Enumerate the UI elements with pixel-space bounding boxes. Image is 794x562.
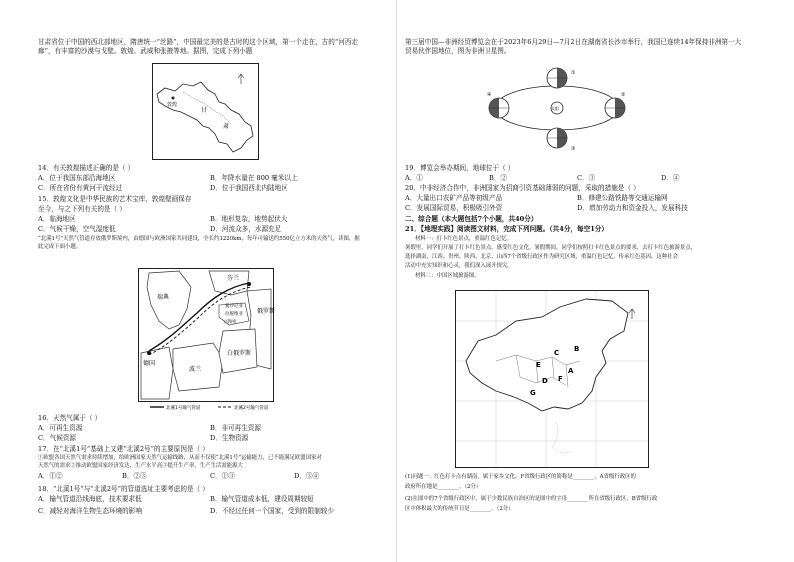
earth-position-3 — [547, 128, 567, 148]
right-column — [397, 0, 794, 562]
map2-label-estonia: 爱沙尼亚 — [225, 304, 243, 309]
q18-option-c: C．减轻对海洋生物生态环境的影响 — [38, 507, 142, 515]
q18-option-a: A．输气管道沿线海底，技术要求低 — [38, 495, 142, 503]
q16-stem: 16．天然气属于（ ） — [38, 414, 102, 422]
q14-stem: 14．有关敦煌描述正确的是（ ） — [38, 164, 135, 172]
china-outline — [466, 299, 628, 411]
q17-option-d: D．③④ — [294, 472, 320, 480]
q17-option-c: C．①③ — [210, 472, 235, 480]
map2-label-finland: 芬兰 — [227, 275, 240, 282]
intro-paragraph-gansu: 甘肃省位于中国的西北部地区，隋唐统一“丝路”，中国最完美的是古时的这个区域，第一个走在，古的“河西走廊”，有丰富的沙漠与戈壁。敦煌、武威和张掖等地。据图，完成下列小题 — [38, 38, 359, 55]
map3-letter-g: G — [530, 389, 536, 397]
intro-paragraph-nordstream: “北溪1号”天然气管道存放俄罗斯境内，由德国与欧洲国家共同建设，全长约1220km，每年可输送约550亿立方米的天然气，读图，据此完成下面小题。 — [38, 236, 360, 250]
q16-option-b: B．非可再生资源 — [210, 424, 262, 432]
map2-label-poland: 波兰 — [189, 366, 202, 373]
q16-option-a: A．可再生资源 — [38, 424, 83, 432]
map1-label-gan: 甘 — [201, 107, 208, 114]
q20-option-a: A．大量出口农矿产品等初级产品 — [405, 194, 503, 202]
gansu-map-svg — [153, 64, 258, 159]
germany-shape — [141, 347, 173, 399]
nordstream-map — [138, 268, 274, 402]
china-region-map — [455, 290, 649, 468]
q21-part1-line2: 政府所在地是________。（2分） — [405, 484, 482, 490]
orbit-label-3: ③ — [571, 146, 576, 152]
q21-part2-line1: (2)在图中的7个省级行政区中，属于少数民族自治区的是图中的字母________所在省级行政区，B省级行政 — [405, 496, 658, 502]
map3-letter-d: D — [542, 377, 548, 385]
q18-option-b: B．输气管道成本低，建设周期较短 — [210, 495, 314, 503]
map1-label-su: 肃 — [223, 123, 230, 130]
map2-label-russia: 俄罗斯 — [257, 308, 276, 315]
map2-legend — [150, 402, 280, 412]
china-map-svg — [456, 291, 648, 467]
map3-letter-a: A — [568, 367, 574, 375]
q14-option-a: A．位于我国东部沿海地区 — [38, 174, 116, 182]
q14-option-d: D．位于我国西北内陆地区 — [210, 184, 288, 192]
north-arrow-icon — [238, 74, 244, 84]
q15-option-a: A．临海地区 — [38, 215, 76, 223]
q14-option-b: B．年降水量在 800 毫米以上 — [210, 174, 298, 182]
legend-nordstream2-label: 北溪2号输气管道 — [234, 406, 269, 411]
map3-letter-e: E — [536, 361, 541, 369]
q19-option-d: D．④ — [661, 174, 680, 182]
q15-stem-line2: 至今，与之下列有关的是（ ） — [38, 205, 126, 213]
q18-stem: 18．“北溪1号”与“北溪2号”的管道选址主要考虑的是（ ） — [38, 485, 209, 493]
dunhuang-dot — [172, 97, 175, 100]
map3-letter-b: B — [574, 345, 580, 353]
q15-option-d: D．河流众多，水源充足 — [210, 225, 282, 233]
map2-label-belarus: 白俄罗斯 — [227, 350, 252, 357]
nordstream-map-svg — [139, 269, 276, 401]
earth-position-1 — [547, 68, 567, 88]
q21-stem: 21．【地理实践】阅读图文材料，完成下列问题。（共4分，每空1分） — [405, 225, 608, 233]
q19-stem: 19．博览会举办期间，地球位于（ ） — [405, 164, 515, 172]
q16-option-d: D．生物资源 — [210, 434, 249, 442]
q14-option-c: C．所在省份有黄河干流经过 — [38, 184, 123, 192]
earth-position-4 — [489, 98, 509, 118]
q17-option-a: A．①② — [38, 472, 63, 480]
orbit-label-2: ② — [621, 92, 626, 98]
q17-statement-2: 天然气的需求②推动欧盟国家经济发达，生产水平高③提升生产率，生产生活需能源大 — [38, 463, 243, 469]
q21-material-1-title: 材料一：打卡红色景点，重温红色记忆。 — [415, 236, 513, 242]
map2-label-lithuania: 立陶宛 — [223, 320, 237, 325]
intro-paragraph-china-africa: 第三届中国—非洲经贸博览会在于2023年6月29日—7月2日在湖南省长沙市举行，我国已连续14年保持非洲第一大贸易伙伴国地位，图为非洲卫星图。 — [405, 38, 742, 55]
q17-option-b: B．②③ — [122, 472, 147, 480]
germany-endpoint-dot — [147, 351, 151, 355]
map2-label-sweden: 瑞典 — [157, 294, 170, 301]
q21-material-1-line2: 选择湖南、江西、贵州、陕西、北京、山西7个省级行政区作为研究区域，重温红色记忆，传承红色基因，这种社会 — [405, 254, 678, 260]
map2-label-latvia: 拉脱维亚 — [225, 312, 243, 317]
south-china-sea-boundary — [552, 423, 572, 453]
q21-part2-line2: 区中体积最大的传统节日是________。（2分） — [405, 506, 514, 512]
map3-letter-f: F — [558, 375, 563, 383]
orbit-label-4: ④ — [487, 92, 492, 98]
russia-endpoint-dot — [247, 282, 251, 286]
map3-letter-c: C — [554, 349, 560, 357]
q20-option-c: C．发展国际贸易，积极吸引外资 — [405, 204, 503, 212]
legend-nordstream1-label: 北溪1号输气管道 — [166, 406, 201, 411]
gansu-map — [152, 63, 259, 160]
q21-part1-line1: (1)问题一：红色打卡点有湖南，属于家乡文化，F省级行政区的简称是________，A省级行政区的 — [405, 474, 636, 480]
q17-statement-1: ①欧盟各国天然气需求持续增加，给欧洲国家天然气运输线路，从而不仅使“北溪1号”运输能力，已不能满足欧盟国家对 — [38, 455, 322, 461]
map1-label-dunhuang: 敦煌 — [167, 102, 178, 108]
earth-orbit-diagram — [485, 64, 630, 152]
earth-position-2 — [605, 98, 625, 118]
q15-option-c: C．气候干燥，空气湿度低 — [38, 225, 116, 233]
q19-option-c: C．③ — [577, 174, 596, 182]
q21-material-1-line3: 活动中充实知识和心灵，我们深入展开探究。 — [405, 263, 513, 269]
gansu-outline — [157, 82, 253, 152]
q20-option-d: D．增加劳动力和资金投入，发展科技 — [577, 204, 688, 212]
q19-option-b: B．② — [489, 174, 508, 182]
q15-stem: 15．敦煌文化是中华民族的艺术宝库，敦煌壁画保存 — [38, 195, 192, 203]
q18-option-d: D．不经过任何一个国家，受到的限制较少 — [210, 507, 334, 515]
section-heading-comprehensive: 二、综合题（本大题包括7个小题，共40分） — [405, 215, 538, 223]
q20-option-b: B．修建公路铁路等交通运输网 — [577, 194, 668, 202]
q16-option-c: C．气候资源 — [38, 434, 77, 442]
map3-north-arrow-icon — [629, 309, 635, 319]
q15-option-b: B．地形复杂，地势起伏大 — [210, 215, 288, 223]
sun-label: 太阳 — [551, 106, 559, 111]
q17-stem: 17．在“北溪1号”基础上又建“北溪2号”的主要原因是（ ） — [38, 445, 209, 453]
q21-material-1-line1: 暑假里，同学们开展了打卡红色景点，感受红色文化。暑假期间，同学们按照打卡红色景点的要求，去打卡红色旅游景点， — [405, 245, 697, 251]
q19-option-a: A．① — [405, 174, 423, 182]
map2-label-germany: 德国 — [143, 360, 156, 367]
orbit-label-1: ① — [571, 70, 576, 76]
q20-stem: 20．中非经济合作中，非洲国家为招商引资基础薄弱的问题，采取的措施是（ ） — [405, 184, 640, 192]
q21-material-2-title: 材料二：中国区域旅游图。 — [415, 273, 480, 279]
